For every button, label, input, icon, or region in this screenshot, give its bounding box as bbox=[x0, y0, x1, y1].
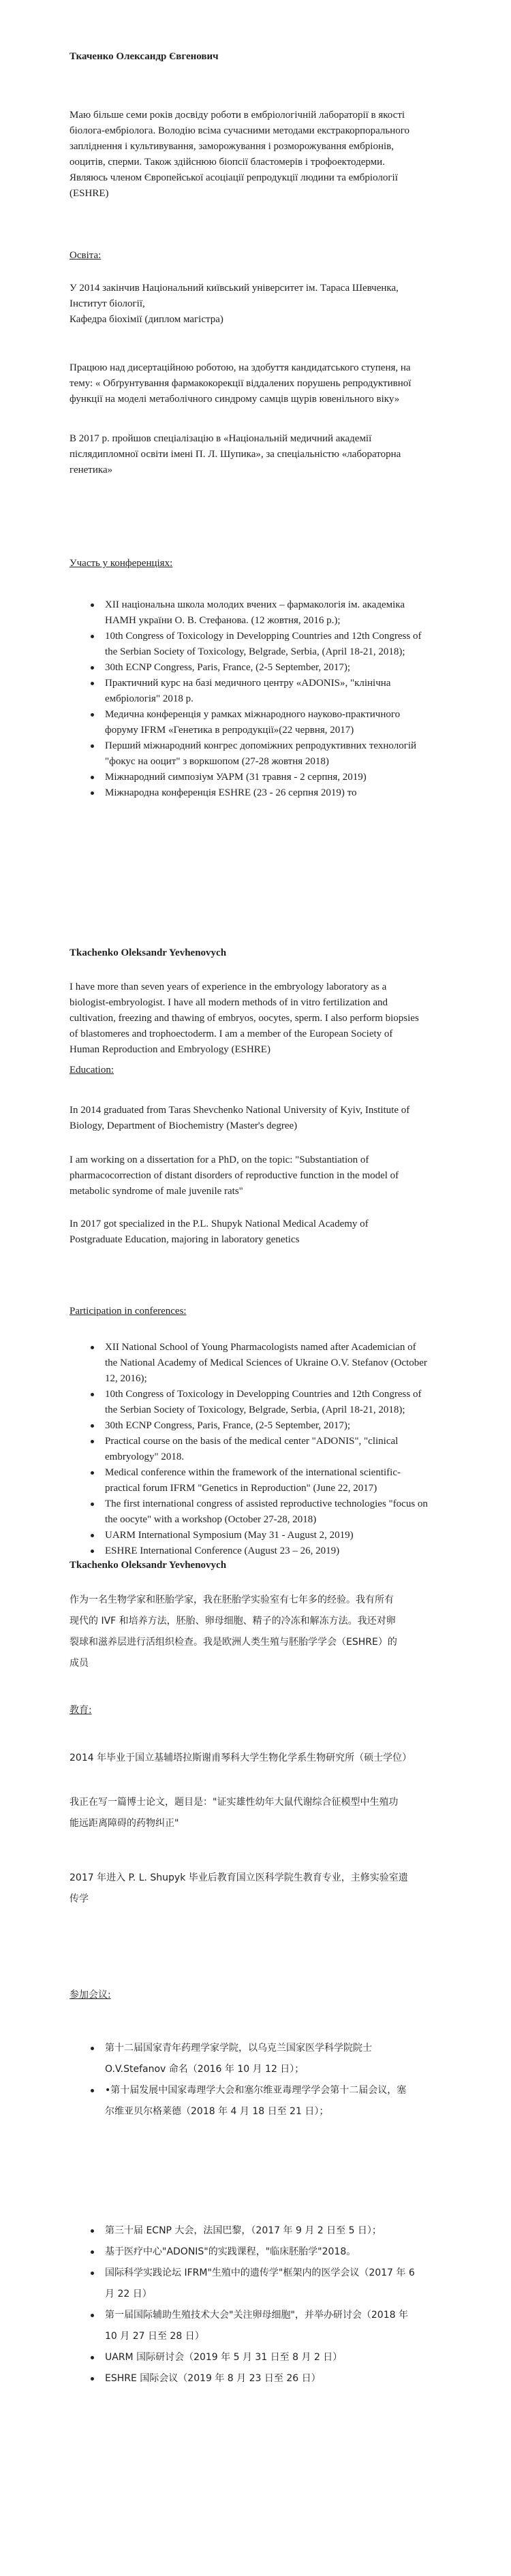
text-line: practical forum IFRM "Genetics in Reproduction" (June 22, 2017) bbox=[105, 1483, 377, 1494]
text-line: •第十届发展中国家毒理学大会和塞尔维亚毒理学学会第十二届会议，塞 bbox=[105, 2085, 407, 2096]
text-line: Postgraduate Education, majoring in laboratory genetics bbox=[69, 1234, 300, 1245]
text-line: 第三十届 ECNP 大会，法国巴黎，（2017 年 9 月 2 日至 5 日）； bbox=[105, 2225, 382, 2236]
english-dissertation-paragraph bbox=[69, 1152, 451, 1199]
list-item bbox=[69, 1465, 465, 1496]
text-line: the National Academy of Medical Sciences of Ukraine O.V. Stefanov (October bbox=[105, 1357, 427, 1368]
bullet-icon bbox=[91, 2229, 94, 2233]
text-line: pharmacocorrection of distant disorders of reproductive function in the model of bbox=[69, 1170, 399, 1181]
text-line: Перший міжнародний конгрес допоміжних репродуктивних технологій bbox=[105, 740, 417, 751]
text-line: Практичний курс на базі медичного центру «ADONIS», "клінічна bbox=[105, 678, 391, 689]
text-line: 10th Congress of Toxicology in Developping Countries and 12th Congress of bbox=[105, 631, 422, 642]
list-item bbox=[69, 2368, 465, 2389]
text-line: O.V.Stefanov 命名（2016 年 10 月 12 日）； bbox=[105, 2064, 305, 2075]
text-line: 月 22 日） bbox=[105, 2289, 152, 2299]
list-item bbox=[69, 707, 465, 738]
list-item bbox=[69, 2080, 465, 2122]
text-line: 第一届国际辅助生殖技术大会"关注卵母细胞"，并举办研讨会（2018 年 bbox=[105, 2310, 408, 2321]
ukrainian-conferences-list bbox=[69, 597, 465, 801]
text-line: 裂球和滋养层进行活组织检查。我是欧洲人类生殖与胚胎学学会（ESHRE）的 bbox=[69, 1637, 397, 1648]
text-line: 10th Congress of Toxicology in Developping Countries and 12th Congress of bbox=[105, 1389, 422, 1400]
text-line: НАМН україни О. В. Стефанова. (12 жовтня, 2016 р.); bbox=[105, 615, 341, 626]
chinese-dissertation-paragraph bbox=[69, 1792, 451, 1834]
ukrainian-education-heading: Освіта: bbox=[69, 250, 102, 261]
chinese-conferences-list-a bbox=[69, 2038, 465, 2122]
text-line: embryology" 2018. bbox=[105, 1451, 185, 1462]
text-line: 国际科学实践论坛 IFRM"生殖中的遗传学"框架内的医学会议（2017 年 6 bbox=[105, 2267, 415, 2278]
text-line: metabolic syndrome of male juvenile rats" bbox=[69, 1186, 243, 1197]
text-line: 30th ECNP Congress, Paris, France, (2-5 September, 2017); bbox=[105, 662, 351, 673]
list-item bbox=[69, 629, 465, 660]
text-line: The first international congress of assisted reproductive technologies "focus on bbox=[105, 1498, 428, 1509]
text-line: Являюсь членом Європейської асоціації репродукції людини та ембріології bbox=[69, 172, 398, 183]
bullet-icon bbox=[91, 635, 94, 638]
text-line: Працюю над дисертаційною роботою, на здобуття кандидатського ступеня, на bbox=[69, 362, 411, 373]
bullet-icon bbox=[91, 2314, 94, 2317]
chinese-name-heading: Tkachenko Oleksandr Yevhenovych bbox=[69, 1560, 227, 1571]
list-item bbox=[69, 2038, 465, 2080]
english-education-paragraph bbox=[69, 1103, 451, 1134]
chinese-specialization-paragraph bbox=[69, 1868, 451, 1910]
ukrainian-specialization-paragraph bbox=[69, 431, 451, 478]
list-item bbox=[69, 1434, 465, 1465]
text-line: XII національна школа молодих вчених – фармакологія ім. академіка bbox=[105, 599, 405, 610]
text-line: 现代的 IVF 和培养方法，胚胎、卵母细胞、精子的冷冻和解冻方法。我还对卵 bbox=[69, 1616, 396, 1627]
bullet-icon bbox=[91, 2377, 94, 2381]
text-line: ESHRE 国际会议（2019 年 8 月 23 日至 26 日） bbox=[105, 2373, 321, 2384]
text-line: Міжнародна конференція ESHRE (23 - 26 серпня 2019) то bbox=[105, 787, 357, 798]
text-line: Міжнародний симпозіум УАРМ (31 травня - 2 серпня, 2019) bbox=[105, 772, 367, 783]
list-item bbox=[69, 597, 465, 629]
bullet-icon bbox=[91, 1440, 94, 1443]
text-line: "фокус на ооцит" з воркшопом (27-28 жовтня 2018) bbox=[105, 756, 329, 767]
list-item bbox=[69, 1528, 465, 1543]
text-line: ESHRE International Conference (August 23 – 26, 2019) bbox=[105, 1545, 340, 1556]
text-line: ооцитів, сперми. Також здійснюю біопсії бластомерів і трофоектодерми. bbox=[69, 157, 385, 168]
list-item bbox=[69, 676, 465, 707]
bullet-icon bbox=[91, 666, 94, 670]
bullet-icon bbox=[91, 1534, 94, 1537]
text-line: 30th ECNP Congress, Paris, France, (2-5 September, 2017); bbox=[105, 1420, 351, 1431]
text-line: біолога-ембріолога. Володію всіма сучасними методами екстракорпорального bbox=[69, 125, 410, 136]
bullet-icon bbox=[91, 682, 94, 685]
list-item bbox=[69, 1418, 465, 1434]
list-item bbox=[69, 770, 465, 785]
bullet-icon bbox=[91, 2356, 94, 2359]
text-line: 2014 年毕业于国立基辅塔拉斯谢甫琴科大学生物化学系生物研究所（硕士学位） bbox=[69, 1753, 412, 1763]
list-item bbox=[69, 1387, 465, 1418]
text-line: 传学 bbox=[69, 1894, 89, 1904]
bullet-icon bbox=[91, 1424, 94, 1428]
text-line: Medical conference within the framework of the international scientific- bbox=[105, 1467, 401, 1478]
text-line: Інститут біології, bbox=[69, 298, 145, 309]
list-item bbox=[69, 660, 465, 676]
text-line: biologist-embryologist. I have all modern methods of in vitro fertilization and bbox=[69, 997, 388, 1008]
bullet-icon bbox=[91, 2272, 94, 2275]
english-name-heading: Tkachenko Oleksandr Yevhenovych bbox=[69, 947, 227, 958]
text-line: the oocyte" with a workshop (October 27-28, 2018) bbox=[105, 1514, 317, 1525]
text-line: of blastomeres and trophoectoderm. I am a member of the European Society of bbox=[69, 1028, 393, 1039]
list-item bbox=[69, 1543, 465, 1559]
bullet-icon bbox=[91, 1503, 94, 1506]
text-line: 作为一名生物学家和胚胎学家，我在胚胎学实验室有七年多的经验。我有所有 bbox=[69, 1595, 394, 1605]
bullet-icon bbox=[91, 2047, 94, 2050]
ukrainian-conferences-heading: Участь у конференціях: bbox=[69, 558, 173, 569]
bullet-icon bbox=[91, 1393, 94, 1396]
text-line: (ESHRE) bbox=[69, 188, 109, 199]
bullet-icon bbox=[91, 603, 94, 607]
text-line: cultivation, freezing and thawing of embryos, oocytes, sperm. I also perform biopsies bbox=[69, 1013, 419, 1024]
bullet-icon bbox=[91, 713, 94, 717]
english-conferences-heading: Participation in conferences: bbox=[69, 1306, 187, 1317]
text-line: I have more than seven years of experience in the embryology laboratory as a bbox=[69, 981, 387, 992]
text-line: Маю більше семи років досвіду роботи в ембріологічній лабораторії в якості bbox=[69, 110, 405, 121]
text-line: the Serbian Society of Toxicology, Belgrade, Serbia, (April 18-21, 2018); bbox=[105, 1404, 405, 1415]
english-specialization-paragraph bbox=[69, 1216, 451, 1248]
text-line: 2017 年进入 P. L. Shupyk 毕业后教育国立医科学院生教育专业，主修实验室遗 bbox=[69, 1872, 408, 1883]
text-line: Кафедра біохімії (диплом магістра) bbox=[69, 314, 223, 325]
text-line: In 2014 graduated from Taras Shevchenko National University of Kyiv, Institute of bbox=[69, 1105, 410, 1116]
list-item bbox=[69, 2263, 465, 2305]
english-education-heading: Education: bbox=[69, 1065, 114, 1075]
text-line: the Serbian Society of Toxicology, Belgrade, Serbia, (April 18-21, 2018); bbox=[105, 646, 405, 657]
list-item bbox=[69, 2220, 465, 2242]
text-line: UARM International Symposium (May 31 - August 2, 2019) bbox=[105, 1530, 354, 1541]
bullet-icon bbox=[91, 791, 94, 795]
bullet-icon bbox=[91, 2250, 94, 2254]
list-item bbox=[69, 738, 465, 770]
list-item bbox=[69, 1340, 465, 1387]
text-line: запліднення і культивування, заморожування і розморожування ембріонів, bbox=[69, 141, 394, 152]
ukrainian-intro-paragraph bbox=[69, 108, 451, 202]
text-line: 10 月 27 日至 28 日） bbox=[105, 2331, 204, 2342]
list-item bbox=[69, 785, 465, 801]
chinese-education-paragraph bbox=[69, 1750, 451, 1766]
chinese-conferences-list-b bbox=[69, 2220, 465, 2389]
bullet-icon bbox=[91, 744, 94, 748]
text-line: XII National School of Young Pharmacologists named after Academician of bbox=[105, 1342, 416, 1353]
ukrainian-name-heading: Ткаченко Олександр Євгенович bbox=[69, 51, 219, 62]
text-line: В 2017 р. пройшов спеціалізацію в «Національній медичний академії bbox=[69, 433, 372, 444]
chinese-intro-paragraph bbox=[69, 1590, 451, 1674]
english-intro-paragraph bbox=[69, 979, 451, 1058]
ukrainian-dissertation-paragraph bbox=[69, 360, 451, 407]
text-line: У 2014 закінчив Національний київський університет ім. Тараса Шевченка, bbox=[69, 283, 399, 294]
chinese-education-heading: 教育: bbox=[69, 1705, 92, 1716]
text-line: I am working on a dissertation for a PhD, on the topic: "Substantiation of bbox=[69, 1155, 369, 1165]
text-line: Медична конференція у рамках міжнародного науково-практичного bbox=[105, 709, 401, 720]
text-line: післядипломної освіти імені П. Л. Шупика», за спеціальністю «лабораторна bbox=[69, 449, 401, 460]
text-line: Human Reproduction and Embryology (ESHRE) bbox=[69, 1044, 270, 1055]
text-line: 我正在写一篇博士论文，题目是："证实雄性幼年大鼠代谢综合征模型中生殖功 bbox=[69, 1797, 399, 1808]
text-line: генетика» bbox=[69, 465, 113, 475]
text-line: ембріологія" 2018 р. bbox=[105, 693, 193, 704]
text-line: 第十二届国家青年药理学家学院，以乌克兰国家医学科学院院士 bbox=[105, 2043, 372, 2054]
list-item bbox=[69, 1496, 465, 1528]
text-line: In 2017 got specialized in the P.L. Shupyk National Medical Academy of bbox=[69, 1219, 369, 1229]
text-line: 成员 bbox=[69, 1658, 89, 1669]
english-conferences-list bbox=[69, 1340, 465, 1559]
text-line: Biology, Department of Biochemistry (Master's degree) bbox=[69, 1120, 298, 1131]
chinese-conferences-heading: 参加会议: bbox=[69, 1990, 111, 2000]
text-line: 尔维亚贝尔格莱德（2018 年 4 月 18 日至 21 日）； bbox=[105, 2106, 329, 2117]
list-item bbox=[69, 2347, 465, 2368]
text-line: 能远距离障碍的药物纠正" bbox=[69, 1818, 179, 1829]
bullet-icon bbox=[91, 1550, 94, 1553]
text-line: UARM 国际研讨会（2019 年 5 月 31 日至 8 月 2 日） bbox=[105, 2352, 343, 2363]
list-item bbox=[69, 2305, 465, 2347]
text-line: 基于医疗中心"ADONIS"的实践课程，"临床胚胎学"2018。 bbox=[105, 2246, 356, 2257]
text-line: 12, 2016); bbox=[105, 1373, 147, 1384]
text-line: функції на моделі метаболічного синдрому самців щурів ювенільного віку» bbox=[69, 394, 400, 405]
bullet-icon bbox=[91, 2089, 94, 2092]
ukrainian-education-paragraph bbox=[69, 281, 451, 328]
text-line: форуму IFRM «Генетика в репродукції»(22 червня, 2017) bbox=[105, 725, 354, 736]
bullet-icon bbox=[91, 776, 94, 779]
bullet-icon bbox=[91, 1346, 94, 1349]
text-line: тему: « Обґрунтування фармакокорекції віддалених порушень репродуктивної bbox=[69, 378, 412, 389]
list-item bbox=[69, 2242, 465, 2263]
text-line: Practical course on the basis of the medical center "ADONIS", "clinical bbox=[105, 1436, 399, 1447]
bullet-icon bbox=[91, 1471, 94, 1475]
